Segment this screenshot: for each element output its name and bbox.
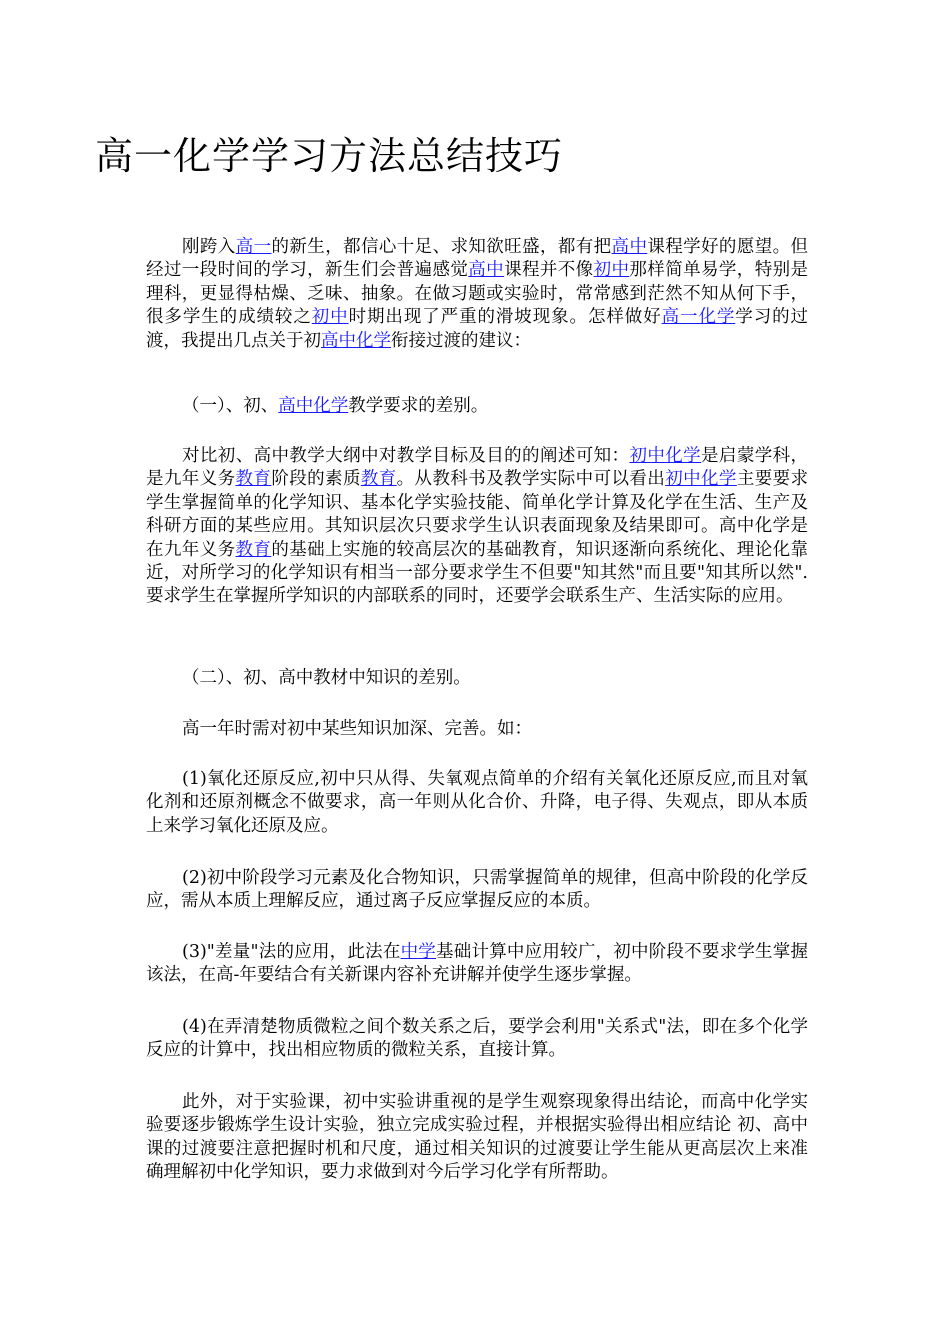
text-run: 学习的过渡，我提出几点关于初 (146, 307, 809, 351)
link-gaozhong[interactable]: 高中 (611, 237, 648, 257)
text-run: 是启蒙学科，是九年义务 (146, 446, 809, 490)
link-jiaoyu[interactable]: 教育 (235, 539, 272, 560)
section-heading-2: （二）、初、高中教材中知识的差别。 (182, 668, 471, 688)
paragraph-item-4: (4)在弄清楚物质微粒之间个数关系之后，要学会利用"关系式"法，即在多个化学反应的计算中，找出相应物质的微粒关系，直接计算。 (146, 1017, 808, 1061)
text-run: 主要要求学生掌握简单的化学知识、基本化学实验技能、简单化学计算及化学在生活、生产及科研方面的某些应用。其知识层次只要求学生认识表面现象及结果即可。高中化学是在九年义务 (146, 469, 809, 560)
text-run: 的基础上实施的较高层次的基础教育，知识逐渐向系统化、理论化靠近，对所学习的化学知识有相当一部分要求学生不但要"知其然"而且要"知其所以然".要求学生在掌握所学知识的内部联系的同时，还要学会联系生产、生活实际的应用。 (146, 539, 809, 607)
link-gaozhong[interactable]: 高中 (468, 260, 505, 281)
paragraph-intro-list: 高一年时需对初中某些知识加深、完善。如： (182, 719, 532, 739)
page-title: 高一化学学习方法总结技巧 (94, 134, 563, 178)
text-run: 的新生，都信心十足、求知欲旺盛，都有把 (271, 237, 612, 257)
text-run: 课程并不像 (504, 260, 594, 281)
text-run: 那样简单易学，特别是理科，更显得枯燥、乏味、抽象。在做习题或实验时，常常感到茫然不知从何下手，很多学生的成绩较之 (146, 260, 809, 328)
paragraph-requirements (146, 445, 808, 609)
text-run: 刚跨入 (182, 237, 236, 257)
link-zhongxue[interactable]: 中学 (400, 942, 437, 962)
text-run: 基础计算中应用较广，初中阶段不要求学生掌握该法，在高-年要结合有关新课内容补充讲解并使学生逐步掌握。 (146, 942, 809, 986)
link-jiaoyu[interactable]: 教育 (235, 469, 272, 490)
text-run: （一）、初、 (182, 396, 279, 416)
text-run: 时期出现了严重的滑坡现象。怎样做好 (348, 307, 662, 328)
text-run: 课程学好的愿望。但经过一段时间的学习，新生们会普遍感觉 (146, 237, 809, 281)
text-run: 。从教科书及教学实际中可以看出 (396, 469, 666, 490)
text-run: 阶段的素质 (271, 469, 361, 490)
link-gaoyi[interactable]: 高一 (235, 237, 272, 257)
link-gaoyi-huaxue[interactable]: 高一化学 (661, 307, 736, 328)
link-jiaoyu[interactable]: 教育 (360, 469, 397, 490)
section-heading-1 (146, 395, 808, 418)
link-gaozhong-huaxue[interactable]: 高中化学 (278, 396, 349, 416)
link-gaozhong-huaxue[interactable]: 高中化学 (321, 330, 391, 351)
text-run: 教学要求的差别。 (348, 396, 489, 416)
text-run: 对比初、高中教学大纲中对教学目标及目的的阐述可知： (182, 446, 630, 466)
paragraph-intro (146, 236, 808, 353)
link-chuzhong[interactable]: 初中 (311, 307, 349, 328)
link-chuzhong-huaxue[interactable]: 初中化学 (629, 446, 702, 466)
paragraph-item-1: (1)氧化还原反应,初中只从得、失氧观点简单的介绍有关氧化还原反应,而且对氧化剂和还原剂概念不做要求，高一年则从化合价、升降，电子得、失观点，即从本质上来学习氧化还原及应。 (146, 769, 808, 836)
link-chuzhong[interactable]: 初中 (593, 260, 630, 281)
paragraph-item-3 (146, 941, 808, 988)
text-run: (3)"差量"法的应用，此法在 (182, 942, 401, 962)
link-chuzhong-huaxue[interactable]: 初中化学 (665, 469, 737, 490)
paragraph-item-2: (2)初中阶段学习元素及化合物知识，只需掌握简单的规律，但高中阶段的化学反应，需从本质上理解反应，通过离子反应掌握反应的本质。 (146, 868, 808, 912)
text-run: 衔接过渡的建议： (391, 330, 531, 351)
paragraph-conclusion: 此外，对于实验课，初中实验讲重视的是学生观察现象得出结论，而高中化学实验要逐步锻炼学生设计实验，独立完成实验过程，并根据实验得出相应结论 初、高中课的过渡要注意把握时机和尺度，通过相关知识的过渡要让学生能从更高层次上来准确理解初中化学知识，要力求做到对今后学习化学有所帮助。 (146, 1092, 808, 1183)
